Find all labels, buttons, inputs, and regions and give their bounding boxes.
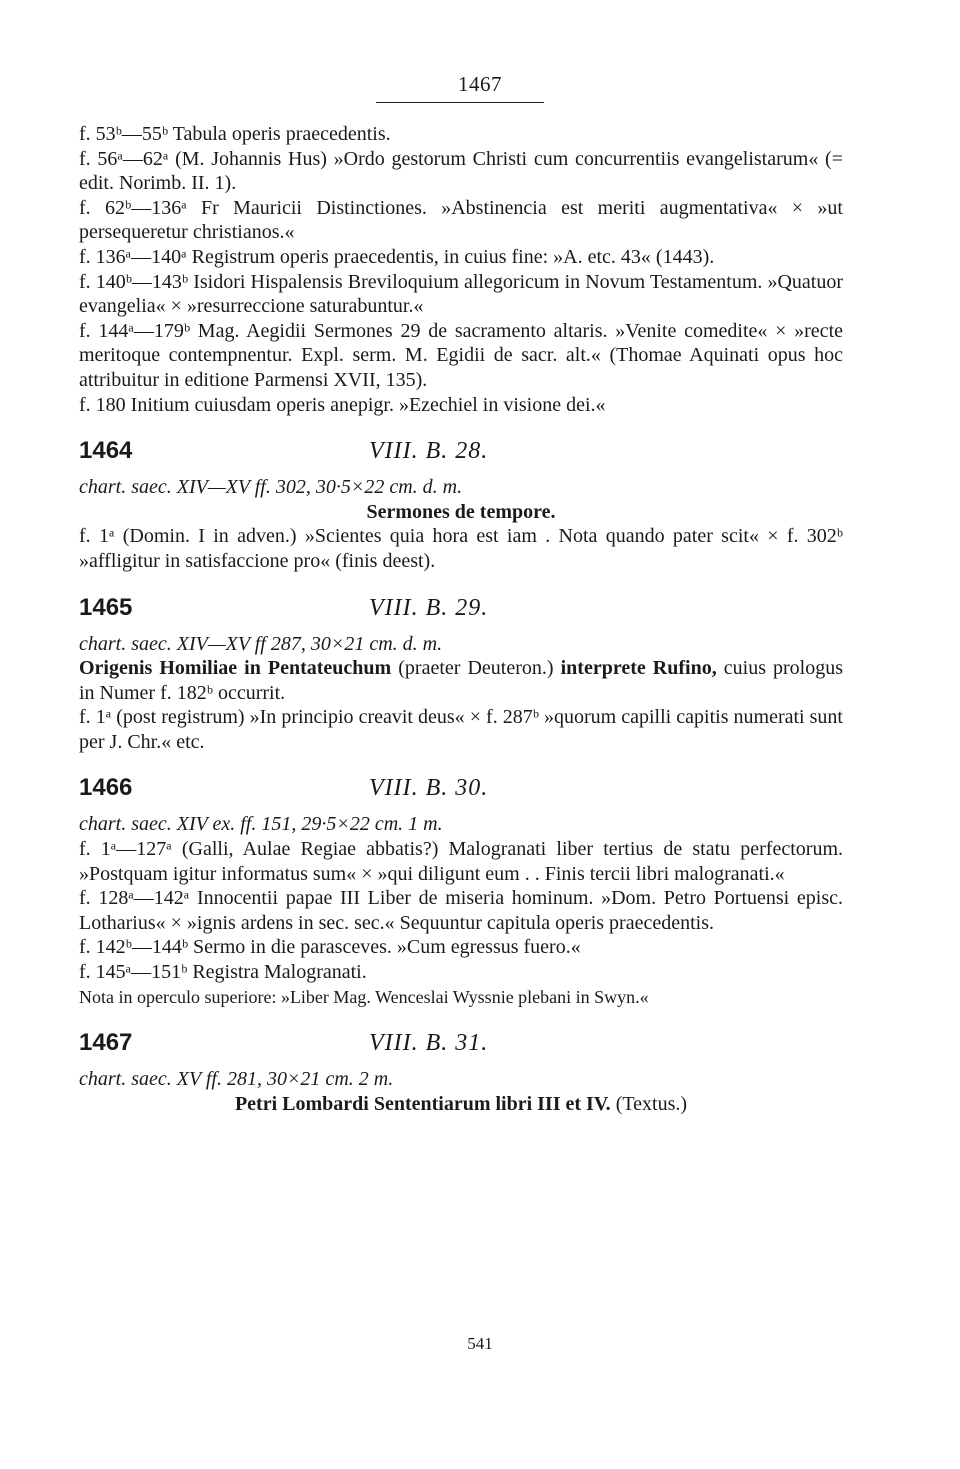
entry-line: f. 1ᵃ (post registrum) »In principio creavit deus« × f. 287ᵇ »quorum capilli capitis numerati sunt per J. Chr.« etc. [79,706,843,753]
entry-meta: chart. saec. XIV ex. ff. 151, 29·5×22 cm. 1 m. [79,813,443,836]
header-rule [376,102,544,103]
entry-1467-heading [79,1031,843,1065]
entry-title-bold: Petri Lombardi Sententiarum libri III et IV. [234,1092,611,1115]
intro-line-4: f. 136ᵃ—140ᵃ Registrum operis praecedentis, in cuius fine: »A. etc. 43« (1443). [79,245,715,268]
page-content [79,122,843,1116]
entry-number: 1465 [79,593,133,621]
page-footer-number: 541 [467,1334,493,1353]
page-header-number: 1467 [458,72,502,96]
intro-line-1: f. 53ᵇ—55ᵇ Tabula operis praecedentis. [79,123,391,145]
entry-line: f. 145ᵃ—151ᵇ Registra Malogranati. [79,961,367,984]
entry-number: 1467 [79,1029,133,1057]
intro-line-7: f. 180 Initium cuiusdam operis anepigr. »Ezechiel in visione dei.« [79,393,606,416]
entry-line: f. 1ᵃ (Domin. I in adven.) »Scientes quia hora est iam . Nota quando pater scit« × f. 302ᵇ »affligitur in satisfaccione pro« (finis deest). [79,525,843,572]
entry-title-normal: (praeter Deuteron.) [398,657,554,680]
entry-number: 1466 [79,774,133,802]
entry-note: Nota in operculo superiore: »Liber Mag. Wenceslai Wyssnie plebani in Swyn.« [79,986,649,1007]
entry-title-normal: (Textus.) [615,1092,688,1115]
entry-meta: chart. saec. XIV—XV ff 287, 30×21 cm. d. m. [79,632,443,655]
entry-title: Sermones de tempore. [366,500,556,523]
intro-line-2: f. 56ᵃ—62ᵃ (M. Johannis Hus) »Ordo gestorum Christi cum concurrentiis evangelistarum« (= edit. Norimb. II. 1). [79,147,843,195]
entry-signature: VIII. B. 31. [369,1030,489,1057]
intro-line-6: f. 144ᵃ—179ᵇ Mag. Aegidii Sermones 29 de sacramento altaris. »Venite comedite« × »recte meritoque contempnentur. Expl. serm. M. Egidii de sacr. alt.« (Thomae Aquinati opus hoc attribuitur in editione Parmensi XVII, 135). [79,319,843,391]
entry-1464-heading [79,439,843,473]
entry-meta: chart. saec. XV ff. 281, 30×21 cm. 2 m. [79,1068,394,1091]
entry-signature: VIII. B. 29. [369,594,489,621]
entry-line: f. 142ᵇ—144ᵇ Sermo in die parasceves. »Cum egressus fuero.« [79,936,581,959]
entry-signature: VIII. B. 28. [369,438,489,465]
entry-title-bold: interprete Rufino, [560,657,717,680]
entry-title-normal: cuius prologus in Numer f. 182ᵇ occurrit. [79,657,844,704]
entry-1466-heading [79,776,843,810]
entry-line: f. 128ᵃ—142ᵃ Innocentii papae III Liber de miseria hominum. »Dom. Petro Portuensi episc. Lotharius« × »ignis ardens in sec. sec.« Sequuntur capitula operis praecedentis. [79,887,843,934]
entry-title [79,1092,843,1117]
entry-meta: chart. saec. XIV—XV ff. 302, 30·5×22 cm. d. m. [79,476,463,499]
entry-signature: VIII. B. 30. [369,775,489,802]
entry-title-bold: Origenis Homiliae in Pentateuchum [79,657,392,680]
intro-line-3: f. 62ᵇ—136ᵃ Fr Mauricii Distinctiones. »Abstinencia est meriti augmentativa« × »ut persequeretur christianos.« [79,196,843,244]
entry-title [79,656,843,705]
entry-line: f. 1ᵃ—127ᵃ (Galli, Aulae Regiae abbatis?) Malogranati liber tertius de statu perfectorum. »Postquam igitur informatus sum« × »qui diligunt eum . . Finis tercii libri malogranati.« [79,838,843,885]
entry-1465-heading [79,593,843,630]
entry-number: 1464 [79,437,133,465]
intro-line-5: f. 140ᵇ—143ᵇ Isidori Hispalensis Breviloquium allegoricum in Novum Testamentum. »Quatuor evangelia« × »resurreccione saturabuntur.« [79,270,843,318]
